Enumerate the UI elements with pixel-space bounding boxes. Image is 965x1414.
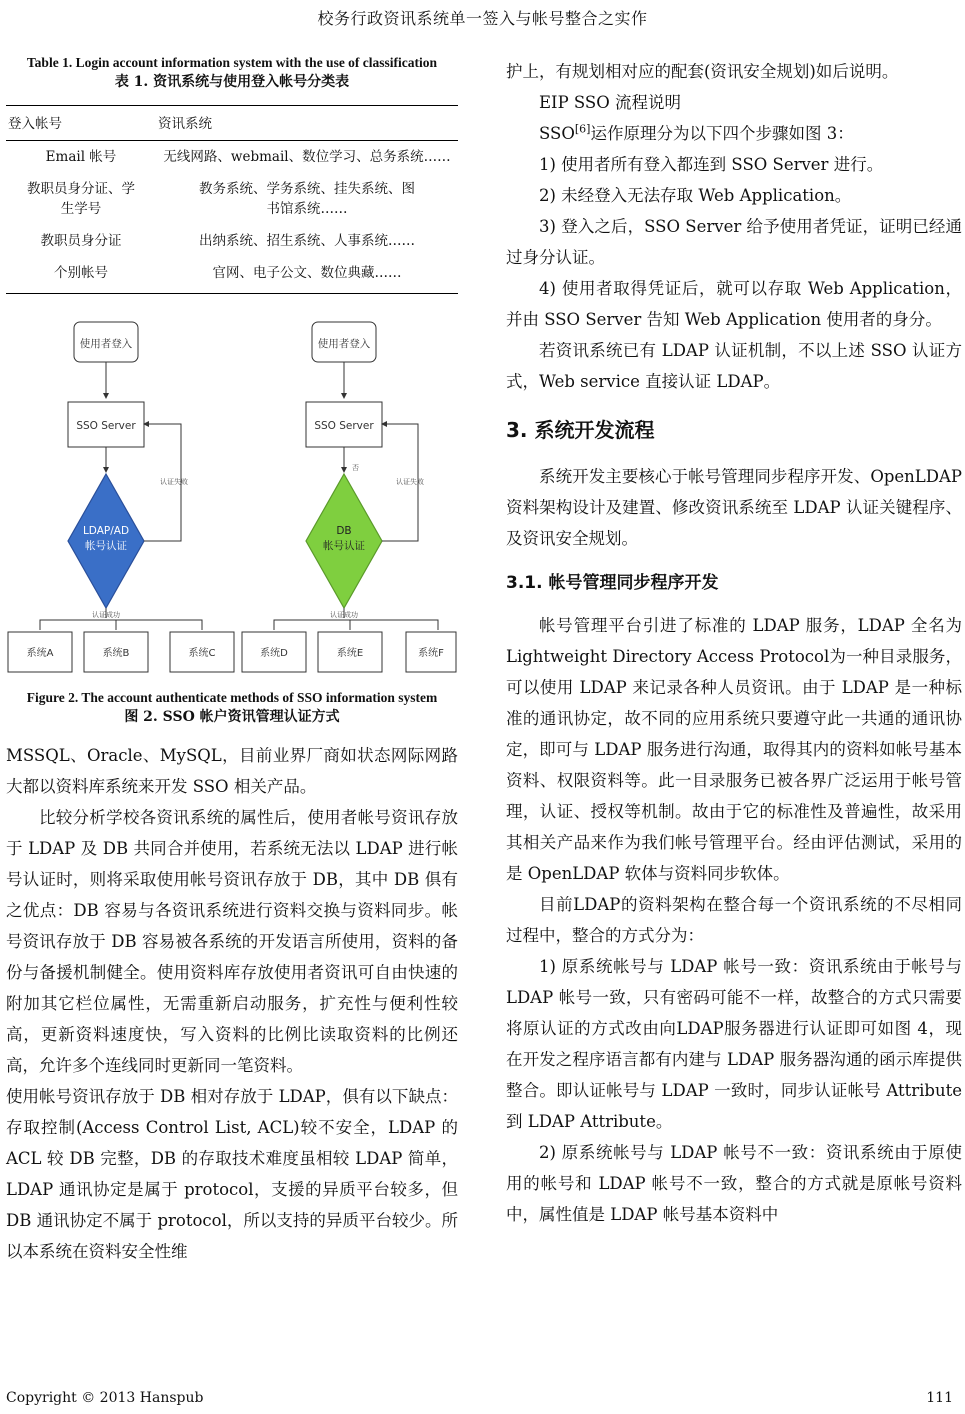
figure-caption-cn: 图 2. SSO 帐户资讯管理认证方式 xyxy=(124,709,340,725)
account-table xyxy=(6,105,458,294)
right-user-login-label: 使用者登入 xyxy=(317,338,371,350)
sso-auth-diagram xyxy=(6,312,458,677)
right-paragraph-4: 若资讯系统已有 LDAP 认证机制，不以上述 SSO 认证方式，Web service 直接认证 LDAP。 xyxy=(506,341,962,391)
right-sso-server-label: SSO Server xyxy=(314,420,374,432)
system-d-label: 系统D xyxy=(260,648,288,659)
left-user-login-label: 使用者登入 xyxy=(79,338,133,350)
column-header-systems: 资讯系统 xyxy=(156,106,458,141)
left-paragraph-3: 使用帐号资讯存放于 DB 相对存放于 LDAP，俱有以下缺点：存取控制(Access Control List, ACL)较不安全，LDAP 的 ACL 较 DB 完整，DB 的存取技术难度虽相较 LDAP 简单，LDAP 通讯协定是属于 protocol，支援的异质平台较多，但 DB 通讯协定不属于 protocol，所以支持的异质平台较少。所以本系统在资料安全性维 xyxy=(6,1087,458,1261)
system-b-label: 系统B xyxy=(102,648,130,659)
cell-account: 个别帐号 xyxy=(54,265,108,281)
right-paragraph-2: EIP SSO 流程说明 xyxy=(539,93,681,112)
right-paragraph-9: 2) 原系统帐号与 LDAP 帐号不一致：资讯系统由于原使用的帐号和 LDAP 帐号不一致，整合的方式就是原帐号资料中，属性值是 LDAP 帐号基本资料中 xyxy=(506,1143,962,1224)
right-paragraph-3 xyxy=(506,118,962,149)
right-paragraph-7: 目前LDAP的资料架构在整合每一个资讯系统的不尽相同过程中，整合的方式分为： xyxy=(506,895,962,945)
left-auth-line2: 帐号认证 xyxy=(85,540,127,552)
system-c-label: 系统C xyxy=(188,648,216,659)
reference-6: [6] xyxy=(574,122,591,136)
table-caption-en: Table 1. Login account information system with the use of classification xyxy=(26,55,438,70)
left-paragraph-1: MSSQL、Oracle、MySQL，目前业界厂商如状态网际网路大都以资料库系统来开发 SSO 相关产品。 xyxy=(6,746,458,796)
left-success-label: 认证成功 xyxy=(92,611,120,619)
table-caption-cn: 表 1. 资讯系统与使用登入帐号分类表 xyxy=(114,74,350,90)
right-fail-label: 认证失败 xyxy=(396,478,424,486)
left-paragraph-2: 比较分析学校各资讯系统的属性后，使用者帐号资讯存放于 LDAP 及 DB 共同合并使用，若系统无法以 LDAP 进行帐号认证时，则将采取使用帐号资讯存放于 DB，其中 DB 俱有之优点：DB 容易与各资讯系统进行资料交换与资料同步。帐号资讯存放于 DB 容易被各系统的开发语言所使用，资料的备份与备援机制健全。使用资料库存放使用者资讯可自由快速的附加其它栏位属性，无需重新启动服务，扩充性与便利性较高，更新资料速度快，写入资料的比例比读取资料的比例还高，允许多个连线同时更新同一笔资料。 xyxy=(6,808,458,1075)
right-paragraph-6: 帐号管理平台引进了标准的 LDAP 服务，LDAP 全名为Lightweight Directory Access Protocol为一种目录服务，可以使用 LDAP 来记录各种人员资讯。由于 LDAP 是一种标准的通讯协定，故不同的应用系统只要遵守此一共通的通讯协定，即可与 LDAP 服务进行沟通，取得其内的资料如帐号基本资料、权限资料等。此一目录服务已被各界广泛运用于帐号管理，认证、授权等机制。故由于它的标准性及普遍性，故采用其相关产品来作为我们帐号管理平台。经由评估测试，采用的是 OpenLDAP 软体与资料同步软体。 xyxy=(506,616,962,883)
sso-steps-intro: 运作原理分为以下四个步骤如图 3： xyxy=(590,124,854,143)
step-4: 4) 使用者取得凭证后，就可以存取 Web Application，并由 SSO Server 告知 Web Application 使用者的身分。 xyxy=(506,279,962,329)
cell-account: 教职员身分证 xyxy=(40,233,122,249)
right-auth-line1: DB xyxy=(336,525,352,537)
section-3-heading: 3. 系统开发流程 xyxy=(506,418,655,442)
section-3-1-heading: 3.1. 帐号管理同步程序开发 xyxy=(506,573,719,593)
cell-systems: 官网、电子公文、数位典藏…… xyxy=(212,265,402,281)
cell-account: 教职员身分证、学生学号 xyxy=(27,181,135,217)
right-no-label: 否 xyxy=(352,464,359,472)
system-e-label: 系统E xyxy=(336,648,364,659)
page-number: 111 xyxy=(926,1390,953,1406)
right-paragraph-1: 护上，有规划相对应的配套(资讯安全规划)如后说明。 xyxy=(506,62,899,81)
system-a-label: 系统A xyxy=(26,648,54,659)
cell-systems: 教务系统、学务系统、挂失系统、图书馆系统…… xyxy=(199,181,415,217)
cell-account: Email 帐号 xyxy=(45,149,117,165)
right-paragraph-5: 系统开发主要核心于帐号管理同步程序开发、OpenLDAP 资料架构设计及建置、修改资讯系统至 LDAP 认证关键程序、及资讯安全规划。 xyxy=(506,467,962,548)
right-paragraph-8: 1) 原系统帐号与 LDAP 帐号一致：资讯系统由于帐号与 LDAP 帐号一致，只有密码可能不一样，故整合的方式只需要将原认证的方式改由向LDAP服务器进行认证即可如图 4，现在开发之程序语言都有内建与 LDAP 服务器沟通的函示库提供整合。即认证帐号与 LDAP 一致时，同步认证帐号 Attribute 到 LDAP Attribute。 xyxy=(506,957,962,1131)
right-success-label: 认证成功 xyxy=(330,611,358,619)
step-2: 2) 未经登入无法存取 Web Application。 xyxy=(539,186,852,205)
cell-systems: 无线网路、webmail、数位学习、总务系统…… xyxy=(163,149,451,165)
table-row xyxy=(6,141,458,174)
table-row xyxy=(6,225,458,257)
figure-caption-en: Figure 2. The account authenticate methods of SSO information system xyxy=(26,690,438,705)
cell-systems: 出纳系统、招生系统、人事系统…… xyxy=(199,233,415,249)
step-3: 3) 登入之后，SSO Server 给予使用者凭证，证明已经通过身分认证。 xyxy=(506,217,962,267)
left-auth-line1: LDAP/AD xyxy=(82,525,130,537)
left-sso-server-label: SSO Server xyxy=(76,420,136,432)
column-header-account: 登入帐号 xyxy=(6,106,156,141)
right-auth-line2: 帐号认证 xyxy=(323,540,365,552)
left-column xyxy=(6,54,458,1267)
diagram-svg xyxy=(6,312,458,677)
system-f-label: 系统F xyxy=(418,648,444,659)
sso-term: SSO xyxy=(539,124,575,143)
left-fail-label: 认证失败 xyxy=(160,478,188,486)
copyright: Copyright © 2013 Hanspub xyxy=(6,1390,204,1406)
table-row xyxy=(6,173,458,225)
step-1: 1) 使用者所有登入都连到 SSO Server 进行。 xyxy=(539,155,884,174)
table-row xyxy=(6,257,458,294)
right-column xyxy=(506,56,962,1230)
running-header: 校务行政资讯系统单一签入与帐号整合之实作 xyxy=(317,9,648,28)
